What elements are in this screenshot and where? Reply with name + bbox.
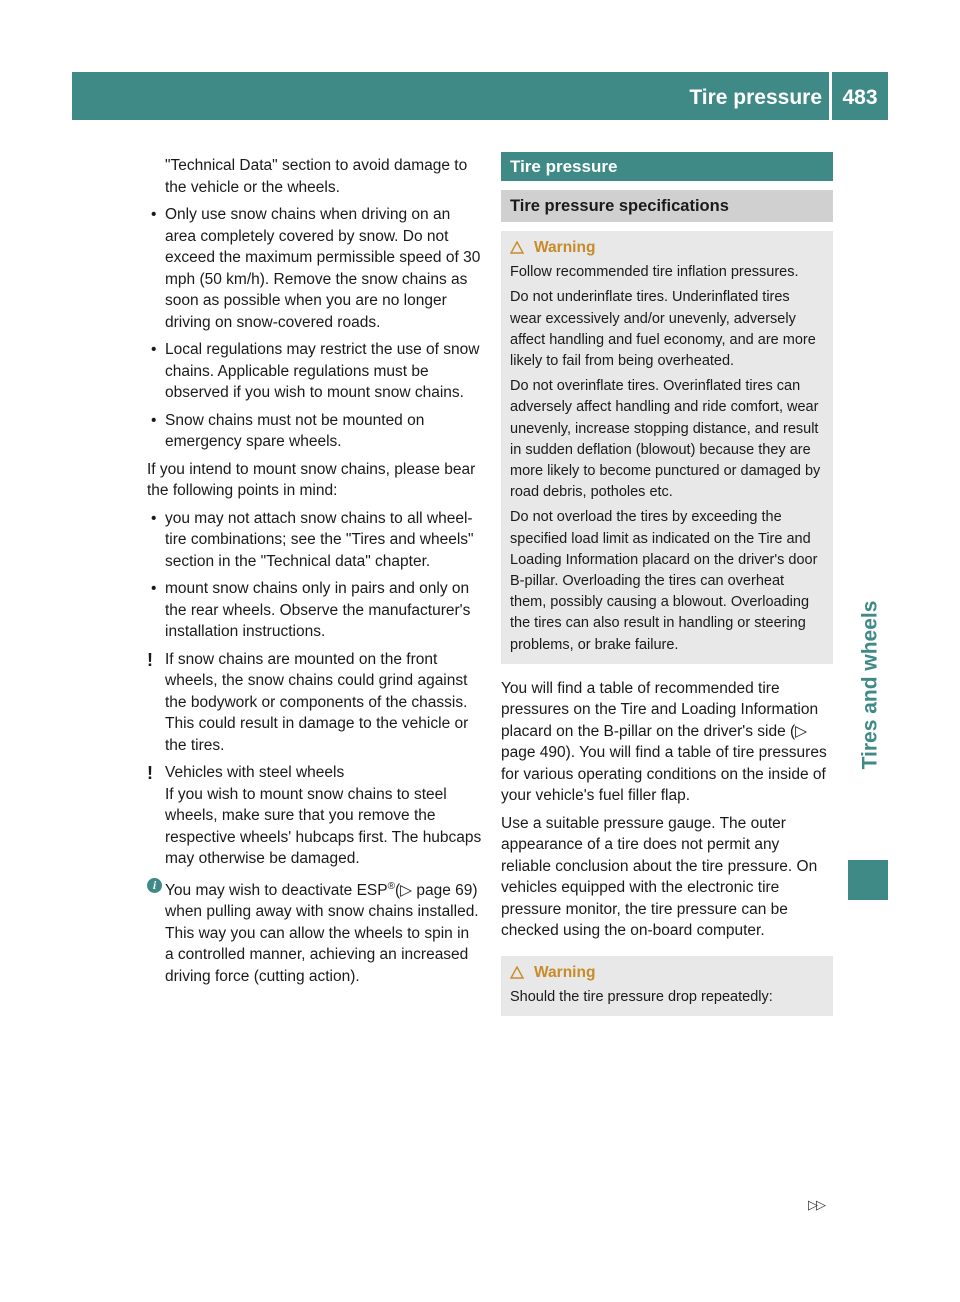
warning-header: [510, 237, 824, 258]
paragraph: If you wish to mount snow chains to steel wheels, make sure that you remove the respective wheels' hubcaps first. The hubcaps may otherwise be damaged.: [165, 785, 482, 867]
warning-box: [501, 956, 833, 1016]
list-item: • you may not attach snow chains to all wheel-tire combinations; see the "Tires and wheels" section in the "Technical data" chapter.: [151, 509, 474, 570]
bullet-marker: •: [151, 509, 157, 527]
warning-label: Warning: [534, 963, 596, 981]
section-heading: Tire pressure: [501, 152, 833, 181]
chapter-side-tab-label: Tires and wheels: [858, 600, 882, 770]
exclamation-icon: !: [147, 649, 153, 670]
warning-triangle-icon: [510, 966, 524, 979]
exclamation-icon: !: [147, 763, 153, 783]
left-column: [147, 155, 482, 993]
warning-triangle-icon: [510, 241, 524, 254]
body-text: [501, 678, 833, 942]
list-item: • Only use snow chains when driving on an area completely covered by snow. Do not exceed the maximum permissible speed of 30 mph (50 km/h). Remove the snow chains as soon as possible when you are no longer driving on snow-covered roads.: [151, 206, 481, 331]
info-icon: i: [147, 878, 162, 893]
warning-header: [510, 962, 824, 983]
warning-paragraph: Do not underinflate tires. Underinflated tires wear excessively and/or unevenly, adversely affect handling and fuel economy, and are more likely to fail from being overheated.: [510, 289, 816, 370]
paragraph: "Technical Data" section to avoid damage to the vehicle or the wheels.: [165, 157, 468, 196]
list-item: • mount snow chains only in pairs and only on the rear wheels. Observe the manufacturer's installation instructions.: [151, 580, 471, 640]
warning-box: [501, 231, 833, 664]
bullet-marker: •: [151, 206, 157, 223]
warning-paragraph: Follow recommended tire inflation pressures.: [510, 264, 799, 281]
list-item: • Local regulations may restrict the use of snow chains. Applicable regulations must be observed if you wish to mount snow chains.: [151, 341, 480, 401]
bullet-marker: •: [151, 580, 157, 597]
running-header-title: Tire pressure: [689, 86, 822, 109]
paragraph: Use a suitable pressure gauge. The outer appearance of a tire does not permit any reliable conclusion about the tire pressure. On vehicles equipped with the electronic tire pressure monitor, the tire pressure can be checked using the on-board computer.: [501, 814, 818, 940]
notice-paragraph: ! If snow chains are mounted on the front wheels, the snow chains could grind against the bodywork or components of the chassis. This could result in damage to the vehicle or the tires.: [147, 649, 469, 754]
warning-paragraph: Do not overinflate tires. Overinflated tires can adversely affect handling and ride comfort, wear unevenly, increase stopping distance, and result in sudden deflation (blowout) because they are more likely to become punctured or damaged by road debris, potholes etc.: [510, 378, 821, 501]
continue-arrows-icon: ▷▷: [808, 1197, 824, 1212]
warning-label: Warning: [534, 239, 596, 256]
paragraph: If you intend to mount snow chains, please bear the following points in mind:: [147, 460, 476, 499]
bullet-marker: •: [151, 411, 157, 429]
right-column: [501, 152, 833, 1016]
info-paragraph: i You may wish to deactivate ESP®(▷ page 69) when pulling away with snow chains installed. This way you can allow the wheels to spin in a controlled manner, achieving an increased driving force (cutting action).: [147, 876, 482, 988]
chapter-side-tab: [840, 590, 900, 780]
chapter-marker-square: [848, 860, 888, 900]
page-number: 483: [842, 86, 878, 109]
bullet-marker: •: [151, 341, 157, 358]
subsection-heading: Tire pressure specifications: [501, 190, 833, 222]
notice-paragraph: ! Vehicles with steel wheels: [147, 763, 345, 783]
warning-paragraph: Should the tire pressure drop repeatedly:: [510, 989, 773, 1006]
paragraph: You will find a table of recommended tire pressures on the Tire and Loading Information placard on the B-pillar on the driver's side (▷ page 490). You will find a table of tire pressures for various operating conditions on the inside of your vehicle's fuel filler flap.: [501, 679, 827, 805]
list-item: • Snow chains must not be mounted on emergency spare wheels.: [151, 411, 425, 450]
warning-paragraph: Do not overload the tires by exceeding the specified load limit as indicated on the Tire and Loading Information placard on the driver's door B-pillar. Overloading the tires can overheat them, possibly causing a blowout. Overloading the tires can also result in handling or steering problems, or brake failure.: [510, 509, 818, 653]
